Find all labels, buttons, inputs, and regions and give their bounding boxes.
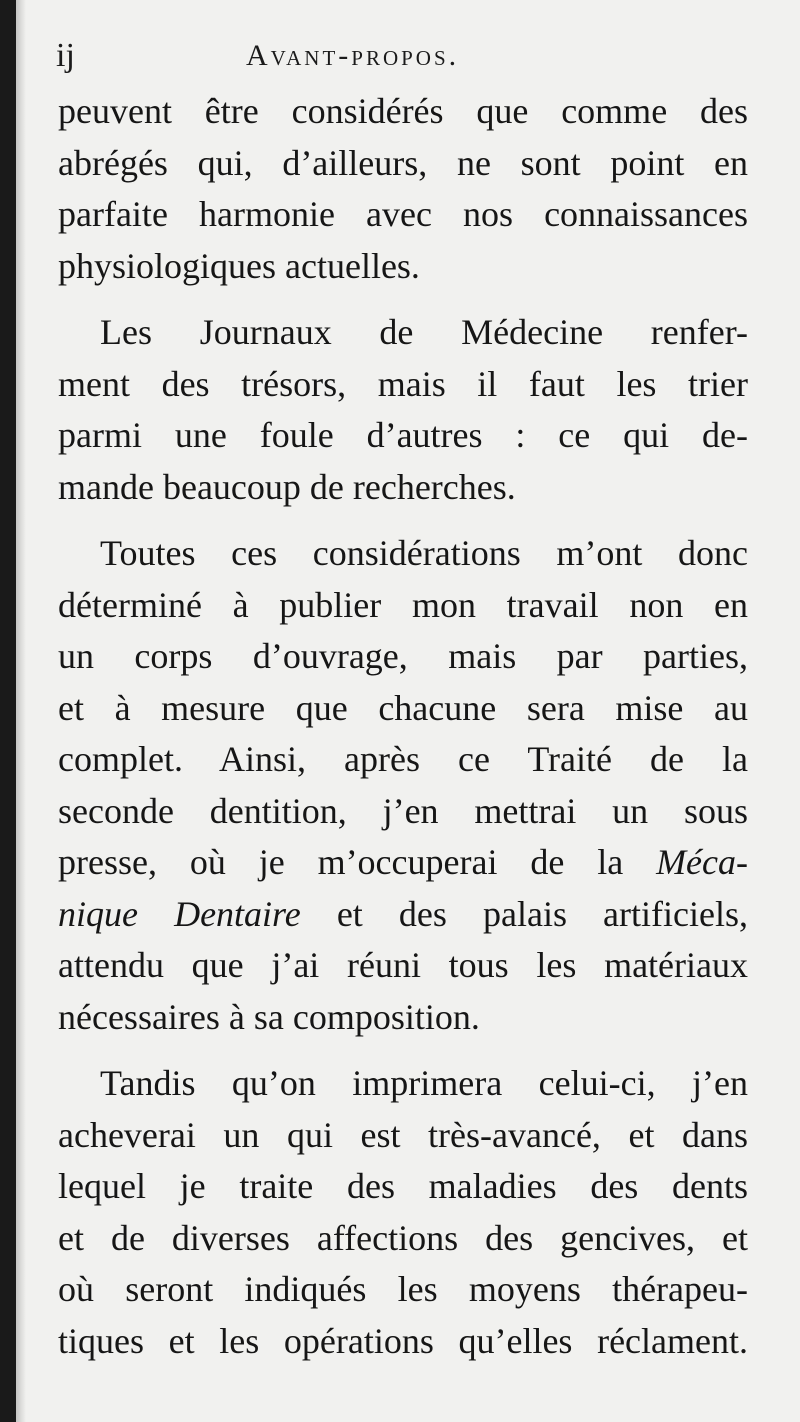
text-line: Les Journaux de Médecine renfer-	[100, 312, 748, 352]
text-line: Toutes ces considérations m’ont donc	[100, 533, 748, 573]
italic-title-part: Méca-	[656, 842, 748, 882]
text-segment: et des palais artificiels,	[300, 893, 748, 934]
text-line: Tandis qu’on imprimera celui-ci, j’en	[100, 1063, 748, 1103]
text-line: peuvent être considérés que comme des	[58, 91, 748, 131]
paragraph-2	[58, 307, 748, 513]
text-line: nécessaires à sa composition.	[58, 996, 480, 1037]
body-text	[58, 86, 748, 1367]
text-line: acheverai un qui est très-avancé, et dans	[58, 1114, 748, 1155]
paragraph-4	[58, 1058, 748, 1367]
text-line: parfaite harmonie avec nos connaissances	[58, 194, 748, 234]
book-page	[16, 0, 800, 1422]
italic-title-part: nique Dentaire	[58, 893, 301, 934]
text-segment: presse, où je m’occuperai de la	[58, 842, 657, 882]
text-line: ment des trésors, mais il faut les trier	[58, 363, 748, 404]
text-line: lequel je traite des maladies des dents	[58, 1166, 748, 1206]
paragraph-3	[58, 528, 748, 1043]
text-line: attendu que j’ai réuni tous les matériaux	[58, 945, 748, 985]
text-line: complet. Ainsi, après ce Traité de la	[58, 739, 748, 779]
text-line: déterminé à publier mon travail non en	[58, 584, 748, 625]
text-line: mande beaucoup de recherches.	[58, 466, 516, 507]
page-number: ij	[56, 37, 75, 74]
text-line: physiologiques actuelles.	[58, 245, 420, 286]
text-line: un corps d’ouvrage, mais par parties,	[58, 636, 748, 676]
text-line: parmi une foule d’autres : ce qui de-	[58, 415, 748, 455]
text-line: tiques et les opérations qu’elles réclament.	[58, 1320, 748, 1361]
text-line: et de diverses affections des gencives, et	[58, 1217, 748, 1258]
text-line	[58, 837, 748, 889]
page-header	[56, 34, 746, 78]
text-line: abrégés qui, d’ailleurs, ne sont point en	[58, 142, 748, 183]
text-line: où seront indiqués les moyens thérapeu-	[58, 1269, 748, 1309]
text-line: seconde dentition, j’en mettrai un sous	[58, 790, 748, 831]
paragraph-1	[58, 86, 748, 292]
running-title: Avant-propos.	[246, 39, 460, 72]
text-line	[58, 889, 748, 941]
text-line: et à mesure que chacune sera mise au	[58, 687, 748, 728]
